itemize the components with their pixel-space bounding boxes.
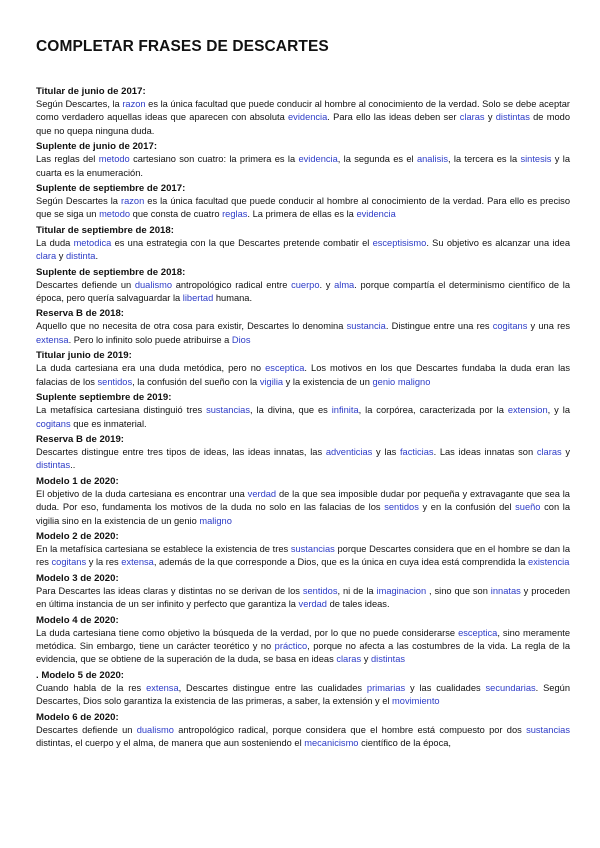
answer-keyword: sustancia: [346, 321, 386, 332]
answer-keyword: cogitans: [51, 557, 87, 568]
exam-section: [36, 433, 570, 473]
section-heading: Suplente de septiembre de 2017:: [36, 183, 186, 195]
answer-keyword: cogitans: [36, 418, 71, 429]
answer-keyword: verdad: [298, 599, 327, 610]
answer-keyword: infinita: [331, 405, 359, 416]
section-text: La duda cartesiana tiene como objetivo la búsqueda de la verdad, por lo que no puede considerarse esceptica, sino meramente metódica. Sin embargo, tiene un carácter teorético y no práctico, porque no afecta a las costumbres de la vida. La regla de la evidencia, que se obtiene de la superación de la duda, se basa en ideas claras y distintas: [36, 627, 570, 665]
answer-keyword: metodo: [99, 209, 131, 220]
answer-keyword: sueño: [515, 502, 541, 513]
answer-keyword: cogitans: [492, 321, 528, 332]
answer-keyword: extensa: [146, 682, 179, 693]
answer-keyword: evidencia: [288, 112, 328, 123]
answer-keyword: clara: [36, 251, 57, 262]
answer-keyword: claras: [336, 654, 362, 665]
exam-section: [36, 85, 570, 138]
answer-keyword: claras: [459, 112, 485, 123]
answer-keyword: mecanicismo: [304, 738, 359, 748]
exam-section: [36, 182, 570, 222]
answer-keyword: alma: [334, 279, 355, 290]
exam-section: [36, 349, 570, 389]
answer-keyword: razon: [122, 99, 146, 109]
exam-section: [36, 224, 570, 264]
answer-keyword: genio maligno: [372, 376, 431, 387]
answer-keyword: adventicias: [325, 446, 373, 457]
section-heading: Suplente de junio de 2017:: [36, 141, 158, 153]
answer-keyword: sentidos: [97, 376, 133, 387]
section-text: Descartes defiende un dualismo antropológico radical, porque considera que el hombre está compuesto por dos sustancias distintas, el cuerpo y el alma, de manera que aun sosteniendo el mecanicismo científico de la época,: [36, 724, 570, 748]
section-text: Las reglas del metodo cartesiano son cuatro: la primera es la evidencia, la segunda es el analisis, la tercera es la sintesis y la cuarta es la enumeración.: [36, 154, 570, 178]
answer-keyword: movimiento: [392, 696, 440, 707]
answer-keyword: metodica: [73, 237, 112, 248]
exam-section: [36, 391, 570, 431]
answer-keyword: distintas: [36, 460, 71, 471]
answer-keyword: metodo: [98, 154, 130, 165]
answer-keyword: sentidos: [384, 502, 419, 513]
answer-keyword: dualismo: [134, 279, 173, 290]
answer-keyword: esceptica: [458, 627, 498, 638]
answer-keyword: práctico: [274, 640, 308, 651]
answer-keyword: primarias: [366, 682, 406, 693]
section-text: La duda metodica es una estrategia con la que Descartes pretende combatir el esceptisismo. Su objetivo es alcanzar una idea clara y distinta.: [36, 237, 570, 262]
section-heading: Reserva B de 2018:: [36, 308, 124, 320]
section-text: En la metafísica cartesiana se establece la existencia de tres sustancias porque Descartes considera que en el hombre se dan la res cogitans y la res extensa, además de la que corresponde a Dios, que es la única en cuya idea está comprendida la existencia: [36, 543, 570, 568]
answer-keyword: claras: [536, 446, 562, 457]
answer-keyword: innatas: [490, 585, 521, 596]
answer-keyword: extension: [507, 405, 548, 416]
answer-keyword: sustancias: [526, 724, 570, 735]
section-heading: Modelo 4 de 2020:: [36, 614, 119, 626]
answer-keyword: esceptica: [265, 363, 305, 374]
section-text: Cuando habla de la res extensa, Descartes distingue entre las cualidades primarias y las cualidades secundarias. Según Descartes, Dios solo garantiza la existencia de las primeras, a saber, la extensión y el movimiento: [36, 682, 570, 707]
answer-keyword: extensa: [121, 557, 154, 568]
exam-section: [36, 572, 570, 612]
answer-keyword: dualismo: [136, 724, 174, 735]
answer-keyword: distintas: [495, 112, 530, 123]
section-text: Descartes distingue entre tres tipos de ideas, las ideas innatas, las adventicias y las facticias. Las ideas innatas son claras y distintas..: [36, 446, 571, 471]
answer-keyword: cuerpo: [291, 279, 320, 290]
section-text: El objetivo de la duda cartesiana es encontrar una verdad de la que sea imposible dudar por pequeña y extravagante que sea la duda. Por eso, fundamenta los motivos de la duda no solo en las falacias de los sentidos y en la confusión del sueño con la vigilia sino en la existencia de un genio maligno: [36, 488, 570, 526]
section-heading: Modelo 6 de 2020:: [36, 711, 119, 723]
answer-keyword: vigilia: [259, 376, 284, 387]
exam-section: [36, 266, 570, 306]
section-text: La duda cartesiana era una duda metódica, pero no esceptica. Los motivos en los que Descartes fundaba la duda eran las falacias de los sentidos, la confusión del sueño con la vigilia y la existencia de un genio maligno: [36, 363, 570, 387]
answer-keyword: Dios: [231, 334, 251, 345]
section-heading: Modelo 1 de 2020:: [36, 475, 119, 487]
section-text: Según Descartes, la razon es la única facultad que puede conducir al hombre al conocimiento de la verdad. Solo se debe aceptar como verdadero aquellas ideas que aparecen con absoluta evidencia. Para ello las ideas deben ser claras y distintas de modo que no quepa ninguna duda.: [36, 99, 570, 136]
section-heading: Reserva B de 2019:: [36, 433, 124, 445]
section-text: Para Descartes las ideas claras y distintas no se derivan de los sentidos, ni de la imaginacion , sino que son innatas y proceden en última instancia de un ser infinito y perfecto que garantiza la verdad de tales ideas.: [36, 585, 571, 610]
answer-keyword: imaginacion: [376, 585, 427, 596]
answer-keyword: sustancias: [206, 405, 251, 416]
section-heading: Suplente septiembre de 2019:: [36, 392, 172, 404]
page-title: COMPLETAR FRASES DE DESCARTES: [36, 38, 329, 55]
section-heading: Modelo 2 de 2020:: [36, 530, 119, 542]
section-heading: . Modelo 5 de 2020:: [36, 669, 124, 681]
answer-keyword: sentidos: [302, 585, 338, 596]
section-text: La metafísica cartesiana distinguió tres sustancias, la divina, que es infinita, la corpórea, caracterizada por la extension, y la cogitans que es inmaterial.: [36, 405, 570, 429]
exam-section: [36, 475, 570, 528]
section-text: Descartes defiende un dualismo antropológico radical entre cuerpo. y alma. porque compartía el determinismo científico de la época, pero quería salvaguardar la libertad humana.: [36, 279, 570, 304]
answer-keyword: sustancias: [290, 543, 335, 554]
answer-keyword: evidencia: [298, 154, 338, 165]
exam-section: [36, 669, 570, 709]
section-heading: Suplente de septiembre de 2018:: [36, 266, 186, 278]
answer-keyword: facticias: [399, 446, 434, 457]
answer-keyword: existencia: [528, 557, 570, 568]
answer-keyword: reglas: [222, 209, 248, 220]
exam-section: [36, 307, 570, 347]
answer-keyword: distintas: [370, 654, 406, 665]
section-heading: Titular de junio de 2017:: [36, 86, 146, 97]
answer-keyword: evidencia: [356, 209, 396, 220]
answer-keyword: secundarias: [485, 682, 536, 693]
answer-keyword: verdad: [247, 488, 277, 499]
section-heading: Modelo 3 de 2020:: [36, 572, 119, 584]
answer-keyword: extensa: [36, 334, 69, 345]
exam-section: [36, 614, 570, 667]
exam-sections: [36, 85, 570, 750]
answer-keyword: libertad: [182, 293, 214, 304]
answer-keyword: maligno: [199, 515, 232, 526]
exam-section: [36, 530, 570, 570]
answer-keyword: razon: [121, 196, 145, 207]
answer-keyword: distinta: [65, 251, 96, 262]
answer-keyword: analisis: [416, 154, 448, 165]
answer-keyword: esceptisismo: [372, 237, 427, 248]
exam-section: [36, 711, 570, 751]
answer-keyword: sintesis: [520, 154, 552, 165]
section-heading: Titular junio de 2019:: [36, 350, 132, 362]
exam-section: [36, 140, 570, 180]
section-text: Aquello que no necesita de otra cosa para existir, Descartes lo denomina sustancia. Distingue entre una res cogitans y una res extensa. Pero lo infinito solo puede atribuirse a Dios: [36, 321, 570, 345]
section-heading: Titular de septiembre de 2018:: [36, 224, 174, 236]
section-text: Según Descartes la razon es la única facultad que puede conducir al hombre al conocimiento de la verdad. Para ello es preciso que se siga un metodo que consta de cuatro reglas. La primera de ellas es la evidencia: [36, 196, 570, 220]
